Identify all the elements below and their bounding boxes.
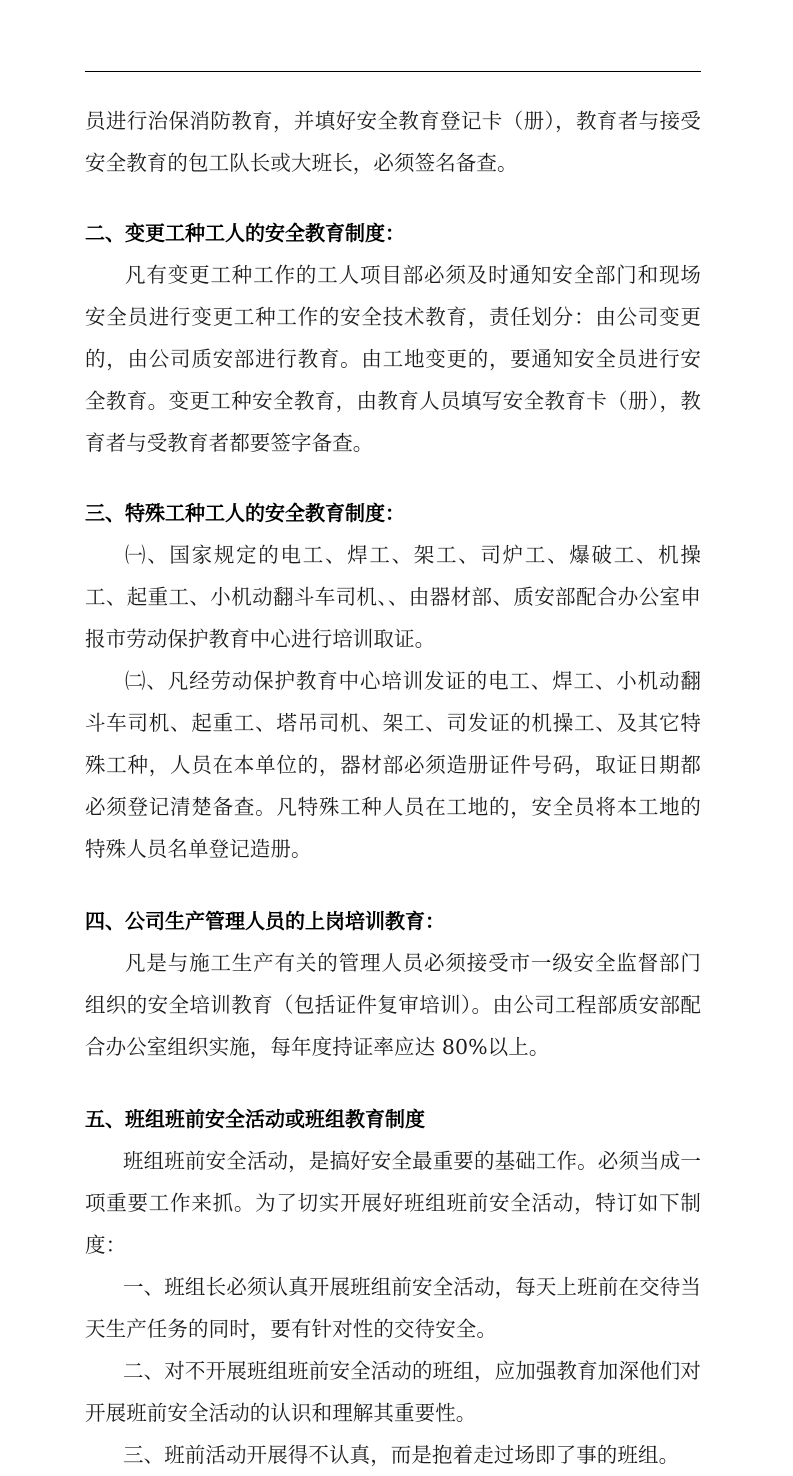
paragraph-section-5-body: 班组班前安全活动，是搞好安全最重要的基础工作。必须当成一项重要工作来抓。为了切实开展好班组班前安全活动，特订如下制度：	[85, 1149, 701, 1257]
spacer	[85, 870, 701, 900]
paragraph-section-5-item-1: 一、班组长必须认真开展班组前安全活动，每天上班前在交待当天生产任务的同时，要有针对性的交待安全。	[85, 1275, 701, 1341]
paragraph-section-3-item-2: ㈡、凡经劳动保护教育中心培训发证的电工、焊工、小机动翻斗车司机、起重工、塔吊司机、架工、司发证的机操工、及其它特殊工种，人员在本单位的，器材部必须造册证件号码，取证日期都必须登记清楚备查。凡特殊工种人员在工地的，安全员将本工地的特殊人员名单登记造册。	[85, 669, 701, 861]
document-body	[85, 100, 701, 1476]
paragraph-section-4-body: 凡是与施工生产有关的管理人员必须接受市一级安全监督部门组织的安全培训教育（包括证件复审培训）。由公司工程部质安部配合办公室组织实施，每年度持证率应达 80%以上。	[85, 951, 701, 1059]
heading-section-2: 二、变更工种工人的安全教育制度：	[85, 221, 405, 245]
paragraph-section-3-item-1: ㈠、国家规定的电工、焊工、架工、司炉工、爆破工、机操工、起重工、小机动翻斗车司机、、由器材部、质安部配合办公室申报市劳动保护教育中心进行培训取证。	[85, 543, 701, 651]
paragraph-section-5-item-2: 二、对不开展班组班前安全活动的班组，应加强教育加深他们对开展班前安全活动的认识和理解其重要性。	[85, 1359, 701, 1425]
heading-section-5: 五、班组班前安全活动或班组教育制度	[85, 1107, 425, 1131]
heading-section-4: 四、公司生产管理人员的上岗培训教育：	[85, 909, 445, 933]
heading-section-3: 三、特殊工种工人的安全教育制度：	[85, 501, 405, 525]
header-rule-divider	[85, 71, 701, 72]
spacer	[85, 464, 701, 492]
paragraph-section-5-item-3: 三、班前活动开展得不认真，而是抱着走过场即了事的班组。	[123, 1443, 680, 1467]
spacer	[85, 1068, 701, 1098]
spacer	[85, 184, 701, 212]
paragraph-continued: 员进行治保消防教育，并填好安全教育登记卡（册），教育者与接受安全教育的包工队长或大班长，必须签名备查。	[85, 109, 701, 175]
paragraph-section-2-body: 凡有变更工种工作的工人项目部必须及时通知安全部门和现场安全员进行变更工种工作的安全技术教育，责任划分：由公司变更的，由公司质安部进行教育。由工地变更的，要通知安全员进行安全教育。变更工种安全教育，由教育人员填写安全教育卡（册），教育者与受教育者都要签字备查。	[85, 263, 701, 455]
